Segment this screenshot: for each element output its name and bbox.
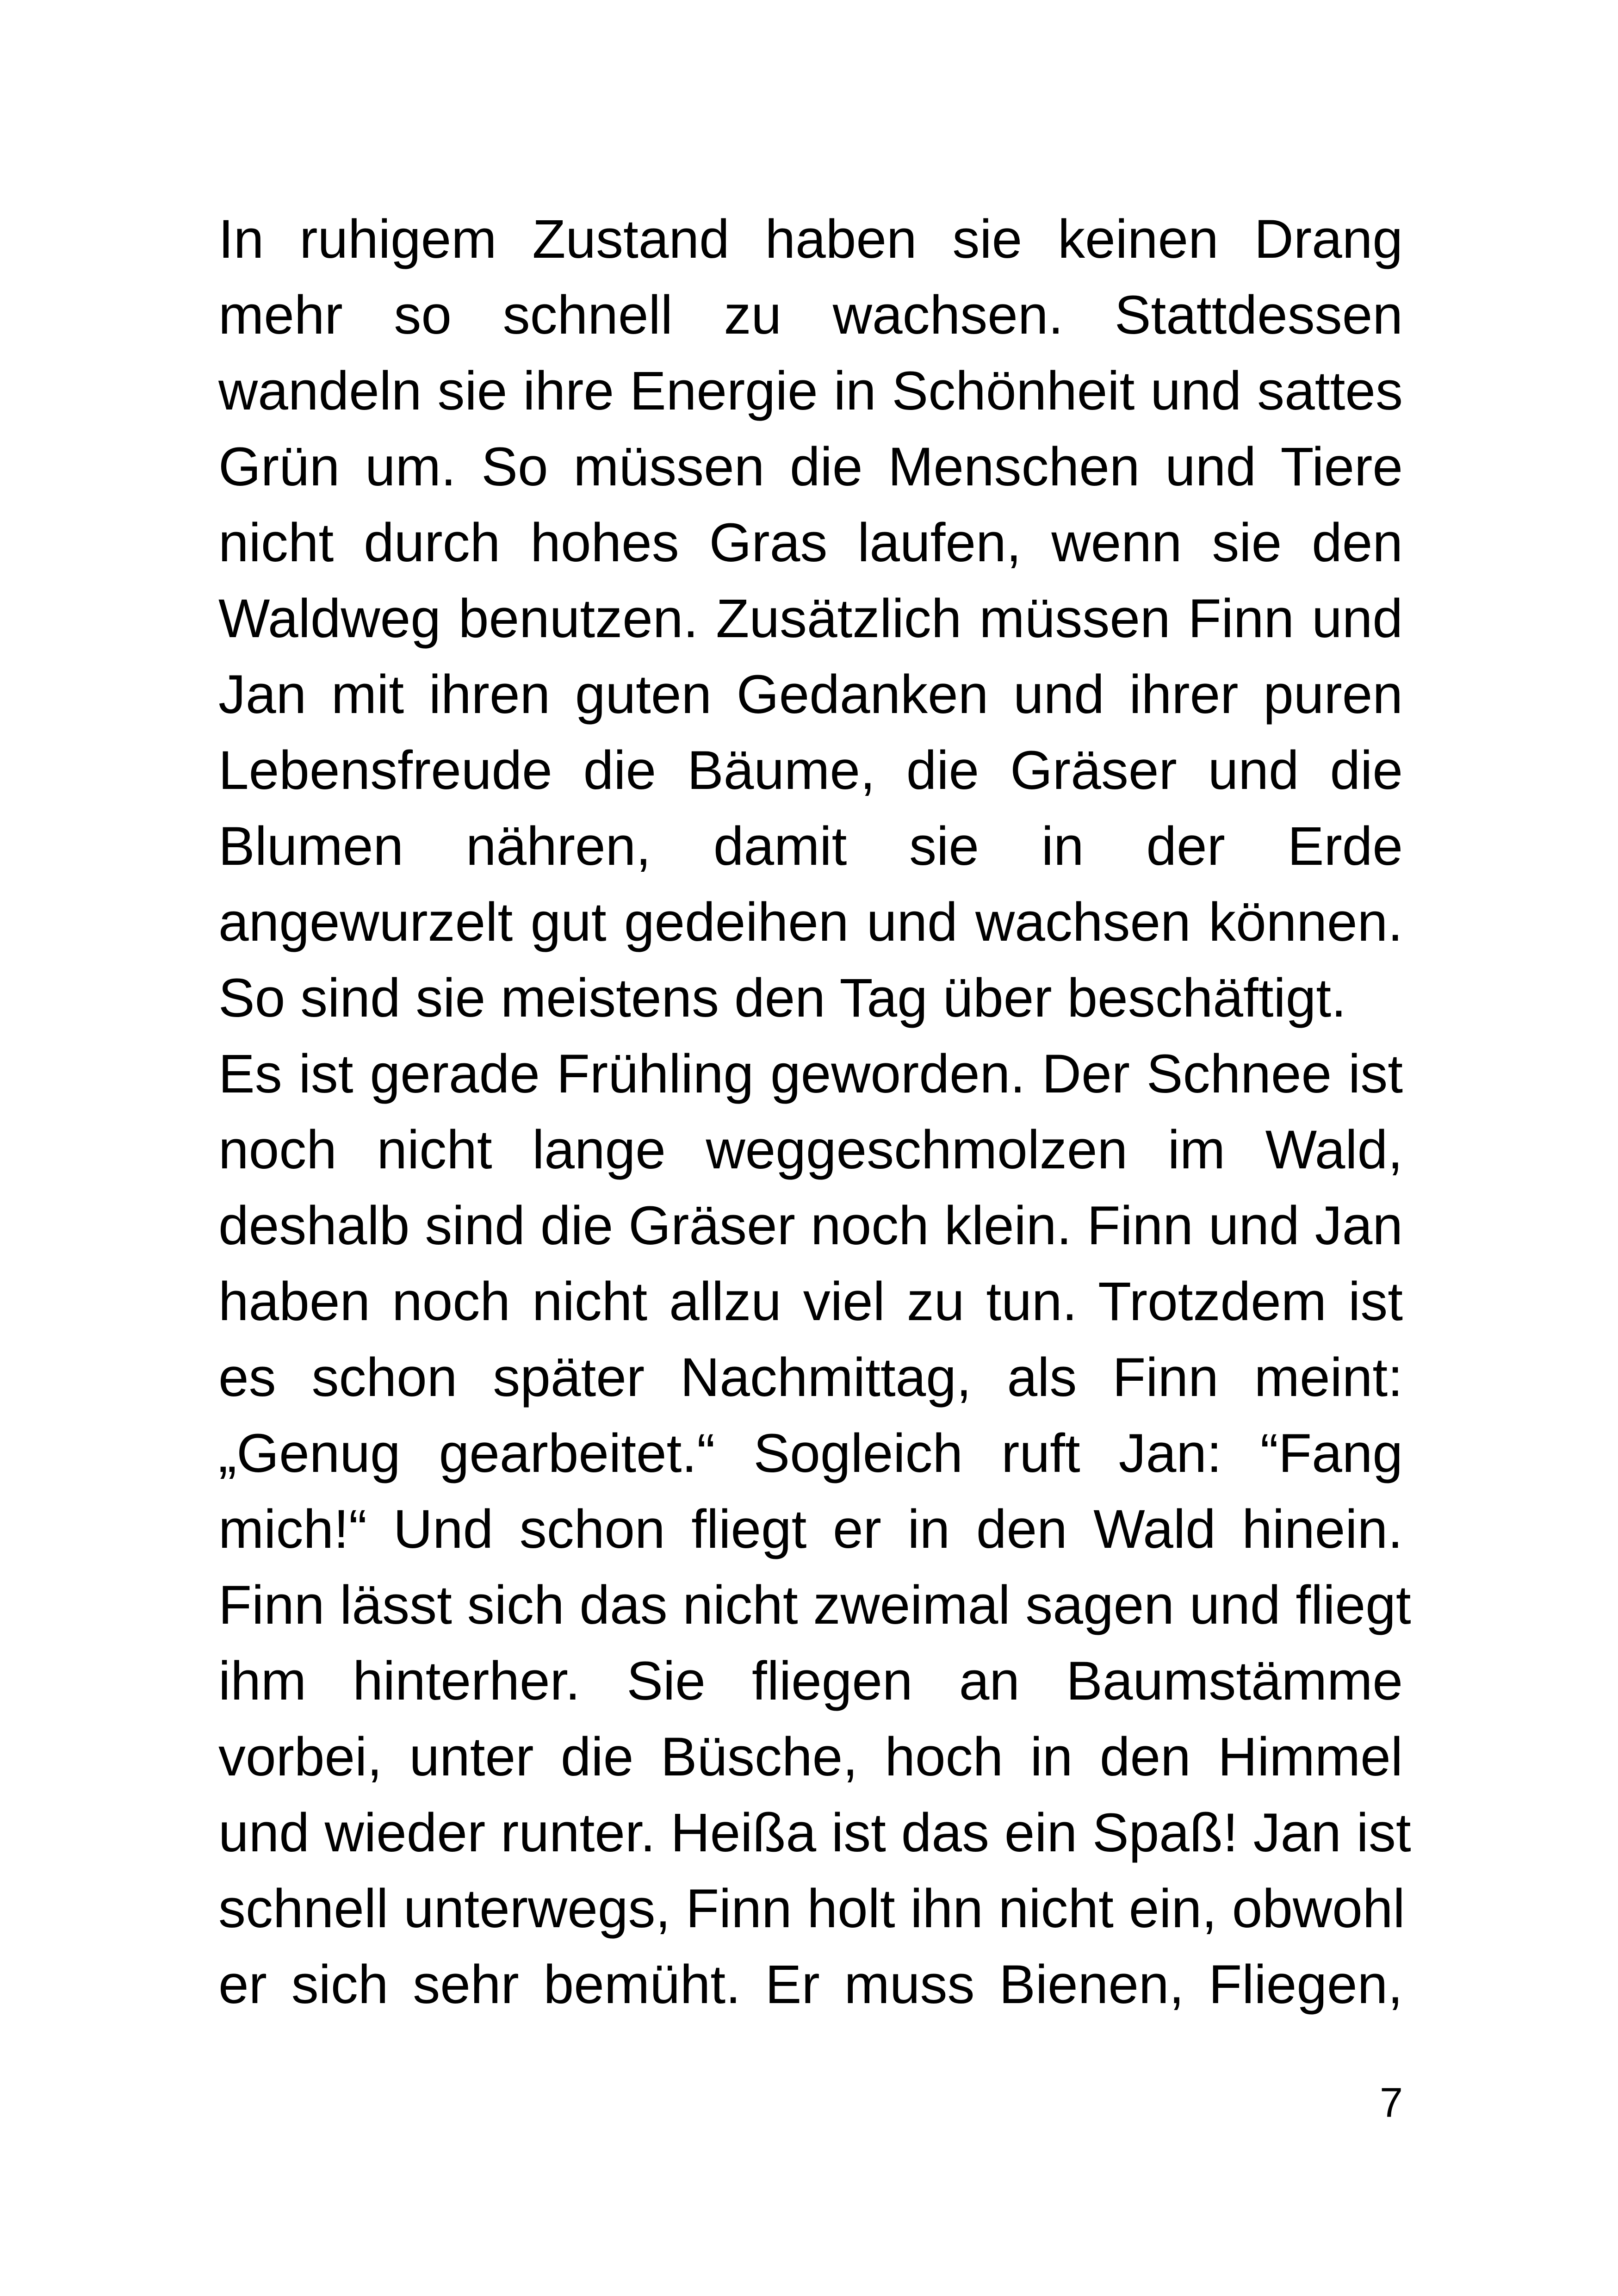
text-line: Finn lässt sich das nicht zweimal sagen und fliegt (218, 1575, 1411, 1636)
text-line: und wieder runter. Heißa ist das ein Spaß! Jan ist (218, 1802, 1411, 1863)
text-line: So sind sie meistens den Tag über beschäftigt. (218, 968, 1346, 1029)
text-line: haben noch nicht allzu viel zu tun. Trotzdem ist (218, 1271, 1403, 1332)
text-line: mehr so schnell zu wachsen. Stattdessen (218, 285, 1403, 346)
text-line: Blumen nähren, damit sie in der Erde (218, 816, 1403, 877)
text-line: mich!“ Und schon fliegt er in den Wald hinein. (218, 1499, 1403, 1560)
text-line: nicht durch hohes Gras laufen, wenn sie den (218, 512, 1403, 573)
text-line: Grün um. So müssen die Menschen und Tiere (218, 436, 1403, 497)
text-line: wandeln sie ihre Energie in Schönheit und sattes (218, 360, 1403, 422)
text-line: er sich sehr bemüht. Er muss Bienen, Fliegen, (218, 1954, 1403, 2015)
page-number: 7 (1379, 2080, 1403, 2126)
text-line: Jan mit ihren guten Gedanken und ihrer puren (218, 664, 1403, 725)
text-line: schnell unterwegs, Finn holt ihn nicht ein, obwohl (218, 1878, 1405, 1939)
text-line: „Genug gearbeitet.“ Sogleich ruft Jan: “Fang (218, 1423, 1403, 1484)
text-line: Es ist gerade Frühling geworden. Der Schnee ist (218, 1043, 1403, 1105)
text-line: Waldweg benutzen. Zusätzlich müssen Finn und (218, 588, 1403, 649)
text-line: Lebensfreude die Bäume, die Gräser und die (218, 740, 1403, 801)
text-line: noch nicht lange weggeschmolzen im Wald, (218, 1119, 1403, 1180)
text-line: vorbei, unter die Büsche, hoch in den Himmel (218, 1726, 1403, 1787)
text-line: deshalb sind die Gräser noch klein. Finn und Jan (218, 1195, 1403, 1256)
body-text (218, 201, 1411, 2023)
text-line: es schon später Nachmittag, als Finn meint: (218, 1347, 1403, 1408)
text-line: angewurzelt gut gedeihen und wachsen können. (218, 892, 1403, 953)
text-line: In ruhigem Zustand haben sie keinen Drang (218, 209, 1403, 270)
text-line: ihm hinterher. Sie fliegen an Baumstämme (218, 1651, 1403, 1712)
